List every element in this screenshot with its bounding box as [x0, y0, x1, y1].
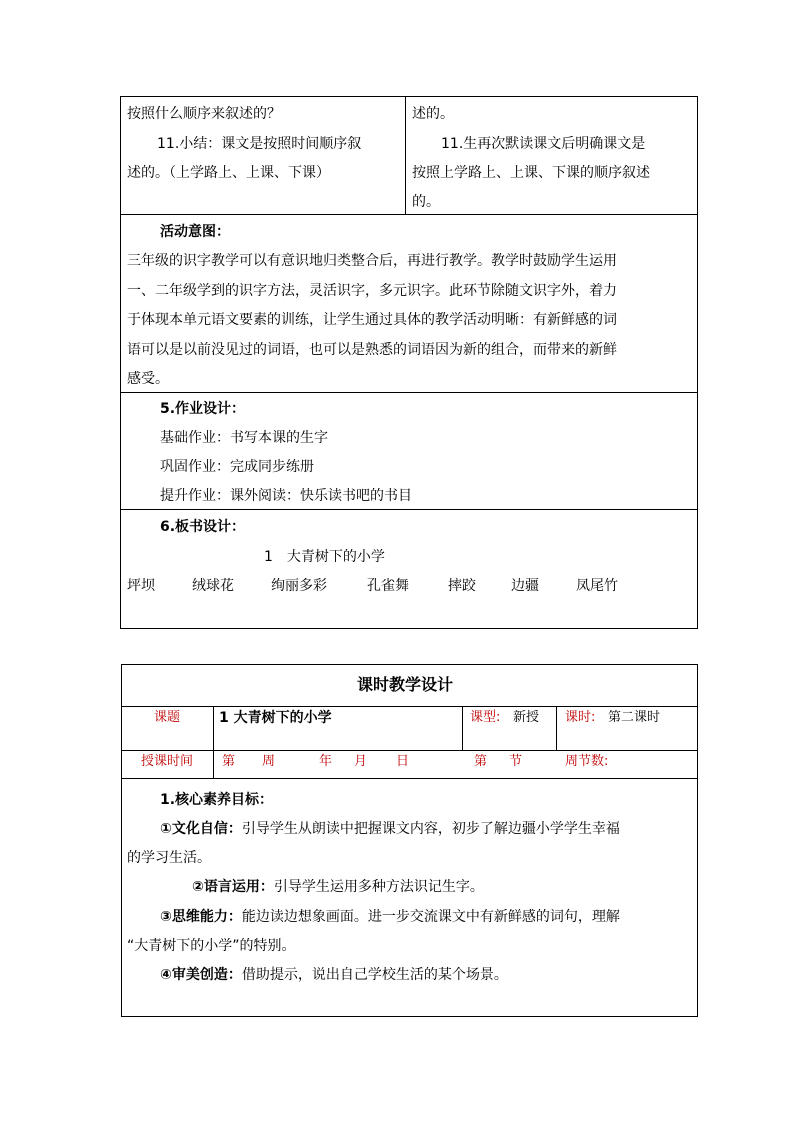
time-part: 日 [396, 754, 410, 769]
left-cell-line: 述的。（上学路上、上课、下课） [127, 165, 330, 181]
activity-intent-line: 感受。 [127, 371, 169, 387]
homework-heading: 5.作业设计： [160, 401, 246, 417]
time-part: 节 [509, 754, 523, 769]
week-count-label: 周节数: [565, 754, 609, 769]
goal-line [192, 878, 484, 896]
board-word: 摔跤 [448, 578, 476, 594]
activity-intent-line: 语可以是以前没见过的词语，也可以是熟悉的词语因为新的组合，而带来的新鲜 [127, 342, 617, 358]
goal-line: “大青树下的小学”的特别。 [127, 938, 296, 954]
table-2-row-divider [121, 750, 698, 751]
period-label: 课时: [565, 710, 596, 725]
left-cell-line: 11.小结：课文是按照时间顺序叙 [157, 136, 362, 152]
activity-intent-line: 一、二年级学到的识字方法，灵活识字，多元识字。此环节除随文识字外，着力 [127, 283, 617, 299]
goal-line [160, 966, 508, 984]
table-1-row-divider [120, 214, 698, 215]
topic-value: 1 大青树下的小学 [219, 710, 332, 726]
homework-line: 巩固作业：完成同步练册 [160, 459, 314, 475]
table-2-row-divider [121, 778, 698, 779]
table-1-column-divider [405, 96, 406, 214]
board-word: 凤尾竹 [576, 578, 618, 594]
goal-label: ①文化自信： [160, 821, 242, 837]
goal-line [160, 820, 620, 838]
table-1-row-divider [120, 509, 698, 510]
goal-text: 引导学生从朗读中把握课文内容，初步了解边疆小学学生幸福 [241, 821, 620, 837]
left-cell-line: 按照什么顺序来叙述的？ [127, 106, 281, 122]
lesson-type-value: 新授 [513, 710, 540, 725]
lesson-design-title: 课时教学设计 [357, 675, 454, 694]
teaching-time-label: 授课时间 [141, 754, 194, 769]
board-word: 孔雀舞 [367, 578, 409, 594]
activity-intent-heading: 活动意图： [160, 224, 230, 240]
board-word: 坪坝 [127, 578, 155, 594]
board-word: 绚丽多彩 [271, 578, 327, 594]
goal-text: 能边读边想象画面。进一步交流课文中有新鲜感的词句，理解 [241, 909, 620, 925]
table-2-column-divider [462, 706, 463, 750]
homework-line: 提升作业：课外阅读：快乐读书吧的书目 [160, 488, 412, 504]
goal-label: ④审美创造： [160, 967, 242, 983]
time-part: 年 [319, 754, 333, 769]
right-cell-line: 的。 [412, 194, 440, 210]
right-cell-line: 按照上学路上、上课、下课的顺序叙述 [412, 165, 650, 181]
right-cell-line: 述的。 [412, 106, 454, 122]
board-word: 边疆 [511, 578, 539, 594]
time-part: 第 [474, 754, 488, 769]
table-2-row-divider [121, 706, 698, 707]
goal-line [160, 908, 620, 926]
lesson-type-label: 课型: [470, 710, 501, 725]
time-part: 周 [262, 754, 276, 769]
goal-label: ②语言运用： [192, 879, 274, 895]
topic-label: 课题 [154, 710, 181, 725]
table-2-column-divider [556, 706, 557, 750]
goals-heading: 1.核心素养目标： [160, 792, 274, 808]
table-2-column-divider [213, 706, 214, 778]
goal-line: 的学习生活。 [127, 850, 211, 866]
period-value: 第二课时 [608, 710, 661, 725]
table-1-row-divider [120, 392, 698, 393]
right-cell-line: 11.生再次默读课文后明确课文是 [441, 136, 646, 152]
activity-intent-line: 三年级的识字教学可以有意识地归类整合后，再进行教学。教学时鼓励学生运用 [127, 253, 617, 269]
homework-line: 基础作业：书写本课的生字 [160, 430, 328, 446]
goal-text: 借助提示，说出自己学校生活的某个场景。 [241, 967, 508, 983]
board-word: 绒球花 [192, 578, 234, 594]
goal-label: ③思维能力： [160, 909, 242, 925]
activity-intent-line: 于体现本单元语文要素的训练，让学生通过具体的教学活动明晰：有新鲜感的词 [127, 312, 617, 328]
board-design-title: 1 大青树下的小学 [264, 549, 385, 565]
board-design-heading: 6.板书设计： [160, 519, 246, 535]
goal-text: 引导学生运用多种方法识记生字。 [273, 879, 484, 895]
time-part: 月 [354, 754, 368, 769]
time-part: 第 [222, 754, 236, 769]
